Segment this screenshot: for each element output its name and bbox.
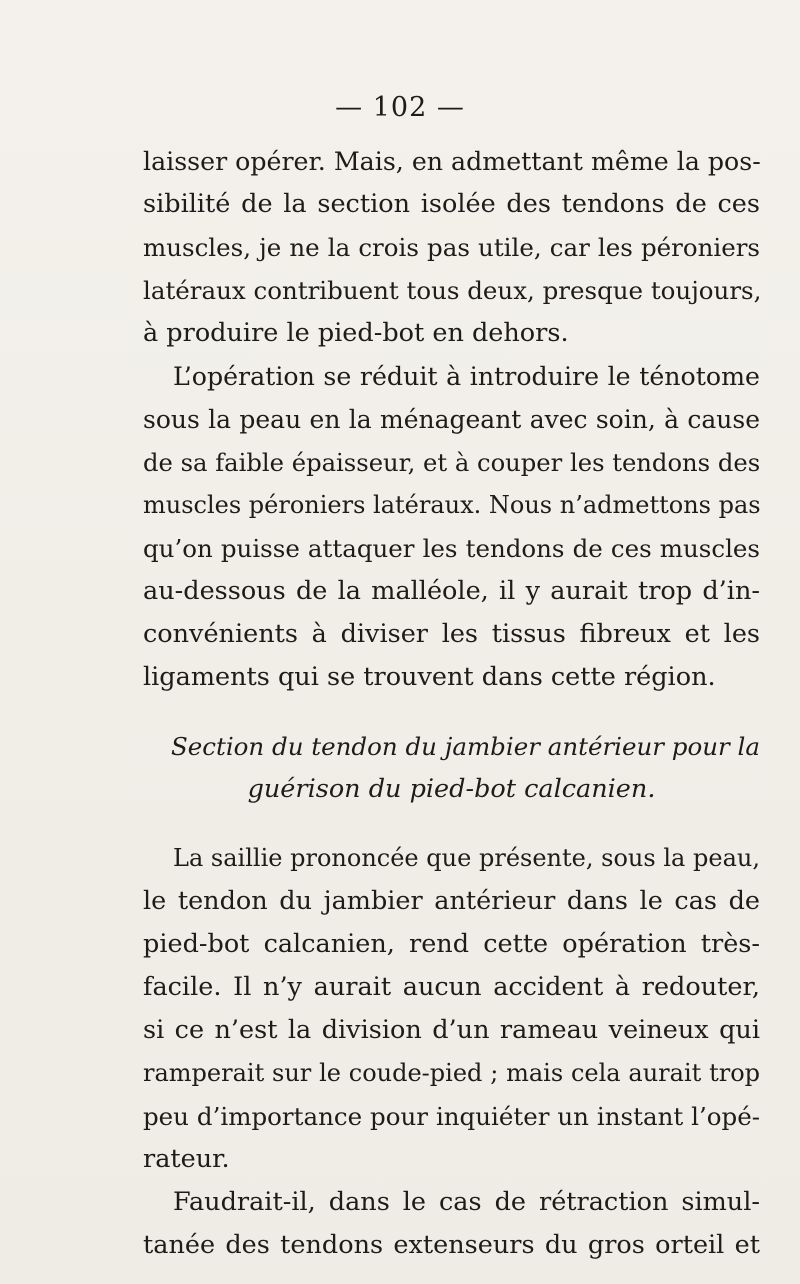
text-line: latéraux contribuent tous deux, presque toujours, (143, 276, 762, 305)
text-line: La saillie prononcée que présente, sous la peau, (173, 844, 760, 872)
section-heading-line: guérison du pied-bot calcanien. (247, 774, 656, 804)
text-line: facile. Il n’y aurait aucun accident à redouter, (143, 972, 760, 1002)
text-line: de sa faible épaisseur, et à couper les tendons des (143, 448, 761, 477)
text-line: muscles, je ne la crois pas utile, car les péroniers (143, 233, 760, 262)
section-heading (143, 725, 760, 811)
text-line: sous la peau en la ménageant avec soin, à cause (143, 405, 760, 434)
section-spacer (143, 699, 760, 725)
text-line: à produire le pied-bot en dehors. (143, 318, 569, 348)
page-number: — 102 — (335, 92, 465, 123)
text-line: sibilité de la section isolée des tendons de ces (143, 189, 760, 219)
paragraph (143, 837, 760, 1181)
text-line: au-dessous de la malléole, il y aurait trop d’in- (143, 576, 760, 606)
text-line: ramperait sur le coude-pied ; mais cela aurait trop (143, 1059, 760, 1087)
section-spacer (143, 811, 760, 837)
text-line: le tendon du jambier antérieur dans le cas de (143, 886, 760, 916)
text-line: L’opération se réduit à introduire le ténotome (173, 362, 760, 391)
text-line: rateur. (143, 1144, 230, 1174)
text-line: si ce n’est la division d’un rameau veineux qui (143, 1015, 760, 1045)
text-line: muscles péroniers latéraux. Nous n’admettons pas (143, 491, 761, 519)
text-line: ligaments qui se trouvent dans cette région. (143, 662, 716, 692)
paragraph (143, 140, 760, 355)
text-line: qu’on puisse attaquer les tendons de ces muscles (143, 534, 760, 563)
paragraph (143, 355, 760, 699)
text-line: Faudrait-il, dans le cas de rétraction simul- (173, 1187, 760, 1217)
text-line: convénients à diviser les tissus fibreux et les (143, 619, 760, 649)
text-line: laisser opérer. Mais, en admettant même la pos- (143, 147, 761, 176)
text-line: pied-bot calcanien, rend cette opération très- (143, 929, 760, 959)
paragraph (143, 1181, 760, 1267)
text-line: peu d’importance pour inquiéter un instant l’opé- (143, 1102, 760, 1131)
page-body (143, 140, 760, 1267)
text-line: tanée des tendons extenseurs du gros orteil et (143, 1230, 760, 1260)
section-heading-line: Section du tendon du jambier antérieur pour la (171, 732, 760, 761)
